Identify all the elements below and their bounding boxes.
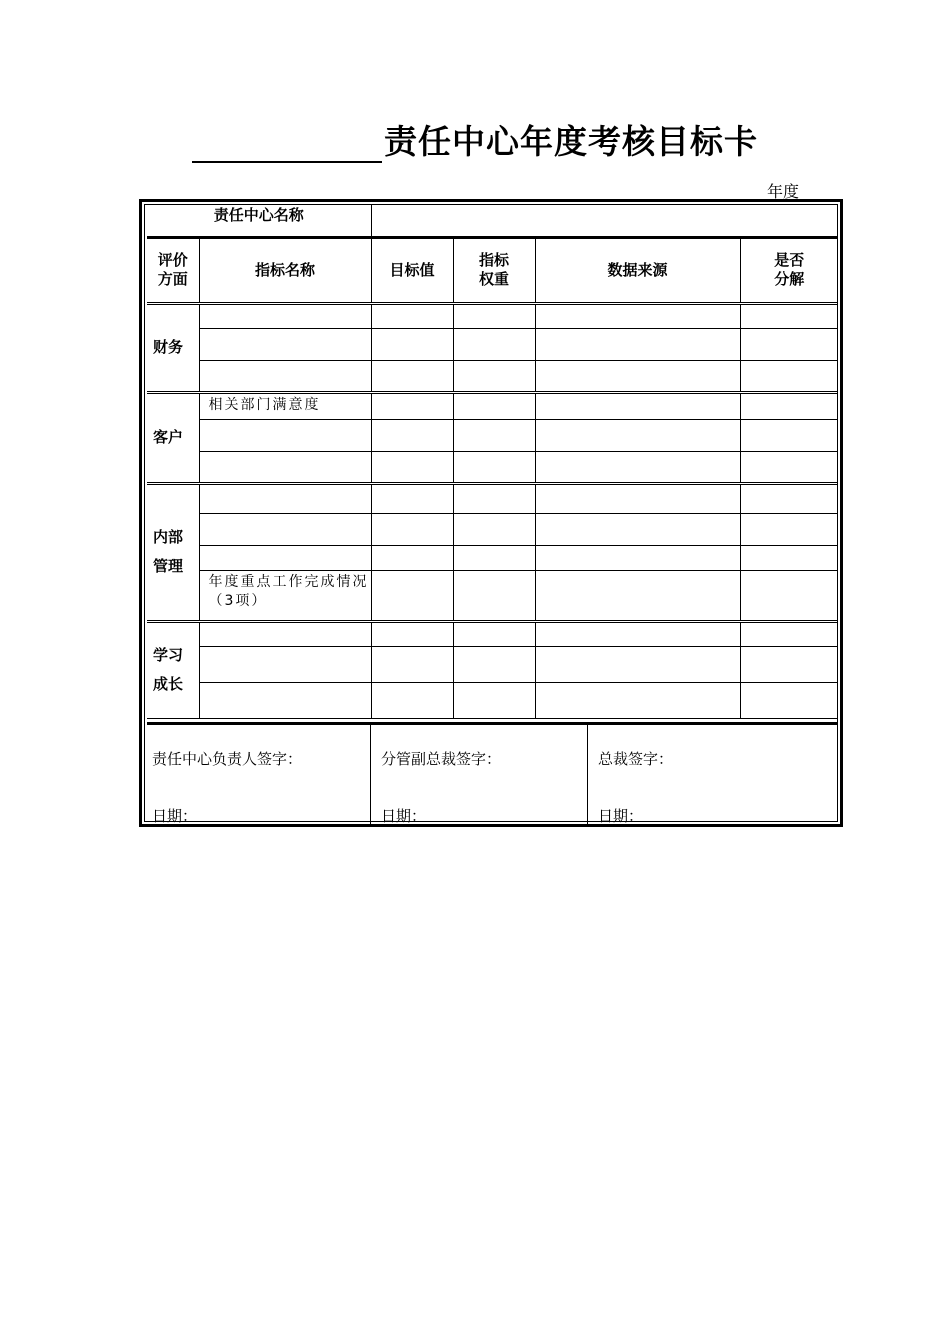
title-blank-line[interactable] xyxy=(192,125,382,163)
source-cell[interactable] xyxy=(535,682,740,718)
vp-sign-label: 分管副总裁签字： xyxy=(381,750,502,768)
source-cell[interactable] xyxy=(535,360,740,392)
weight-cell[interactable] xyxy=(453,451,535,483)
table-row xyxy=(147,483,838,513)
target-cell[interactable] xyxy=(371,419,453,451)
center-head-date-label: 日期： xyxy=(152,807,198,825)
indicator-cell[interactable] xyxy=(199,513,371,545)
decompose-cell[interactable] xyxy=(740,513,838,545)
weight-cell[interactable] xyxy=(453,570,535,621)
weight-cell[interactable] xyxy=(453,303,535,328)
header-row xyxy=(147,237,838,303)
section-label-learning: 学习 成长 xyxy=(147,621,199,718)
col-indicator-header: 指标名称 xyxy=(199,237,371,303)
decompose-cell[interactable] xyxy=(740,328,838,360)
target-cell[interactable] xyxy=(371,328,453,360)
target-cell[interactable] xyxy=(371,303,453,328)
target-cell[interactable] xyxy=(371,483,453,513)
signature-block-vp[interactable] xyxy=(370,724,588,824)
section-label-internal: 内部 管理 xyxy=(147,483,199,621)
table-row xyxy=(147,419,838,451)
indicator-cell[interactable] xyxy=(199,328,371,360)
indicator-cell[interactable] xyxy=(199,419,371,451)
decompose-cell[interactable] xyxy=(740,303,838,328)
target-cell[interactable] xyxy=(371,682,453,718)
decompose-cell[interactable] xyxy=(740,570,838,621)
indicator-cell[interactable] xyxy=(199,682,371,718)
title-text: 责任中心年度考核目标卡 xyxy=(384,122,758,161)
source-cell[interactable] xyxy=(535,513,740,545)
president-date-label: 日期： xyxy=(598,807,644,825)
table-row xyxy=(147,545,838,570)
indicator-cell[interactable]: 相关部门满意度 xyxy=(199,392,371,419)
source-cell[interactable] xyxy=(535,570,740,621)
table-row xyxy=(147,513,838,545)
decompose-cell[interactable] xyxy=(740,646,838,682)
weight-cell[interactable] xyxy=(453,483,535,513)
page-title xyxy=(0,116,950,163)
decompose-cell[interactable] xyxy=(740,682,838,718)
source-cell[interactable] xyxy=(535,451,740,483)
weight-cell[interactable] xyxy=(453,360,535,392)
col-decompose-header: 是否 分解 xyxy=(740,237,838,303)
weight-cell[interactable] xyxy=(453,392,535,419)
weight-cell[interactable] xyxy=(453,513,535,545)
target-cell[interactable] xyxy=(371,646,453,682)
center-head-sign-label: 责任中心负责人签字： xyxy=(152,750,303,768)
col-source-header: 数据来源 xyxy=(535,237,740,303)
center-name-input[interactable] xyxy=(371,204,838,237)
decompose-cell[interactable] xyxy=(740,360,838,392)
weight-cell[interactable] xyxy=(453,646,535,682)
source-cell[interactable] xyxy=(535,621,740,646)
target-cell[interactable] xyxy=(371,621,453,646)
weight-cell[interactable] xyxy=(453,621,535,646)
col-target-header: 目标值 xyxy=(371,237,453,303)
source-cell[interactable] xyxy=(535,545,740,570)
table-row xyxy=(147,392,838,419)
section-label-finance: 财务 xyxy=(147,303,199,392)
weight-cell[interactable] xyxy=(453,419,535,451)
indicator-cell[interactable] xyxy=(199,360,371,392)
table-row xyxy=(147,451,838,483)
indicator-cell[interactable] xyxy=(199,646,371,682)
indicator-cell[interactable] xyxy=(199,303,371,328)
col-weight-header: 指标 权重 xyxy=(453,237,535,303)
source-cell[interactable] xyxy=(535,392,740,419)
table-row xyxy=(147,682,838,718)
decompose-cell[interactable] xyxy=(740,392,838,419)
source-cell[interactable] xyxy=(535,328,740,360)
source-cell[interactable] xyxy=(535,303,740,328)
section-label-customer: 客户 xyxy=(147,392,199,483)
table-row xyxy=(147,328,838,360)
table-row xyxy=(147,646,838,682)
vp-date-label: 日期： xyxy=(381,807,427,825)
year-label: 年度 xyxy=(767,182,800,201)
indicator-cell[interactable] xyxy=(199,545,371,570)
target-cell[interactable] xyxy=(371,513,453,545)
weight-cell[interactable] xyxy=(453,328,535,360)
decompose-cell[interactable] xyxy=(740,451,838,483)
signature-block-president[interactable] xyxy=(587,724,839,824)
signature-block-center-head[interactable] xyxy=(142,724,370,824)
target-cell[interactable] xyxy=(371,545,453,570)
decompose-cell[interactable] xyxy=(740,621,838,646)
target-card-table xyxy=(147,204,838,719)
table-row xyxy=(147,303,838,328)
source-cell[interactable] xyxy=(535,646,740,682)
target-cell[interactable] xyxy=(371,392,453,419)
table-row xyxy=(147,570,838,621)
indicator-cell[interactable] xyxy=(199,621,371,646)
indicator-cell[interactable] xyxy=(199,483,371,513)
target-cell[interactable] xyxy=(371,451,453,483)
center-name-label: 责任中心名称 xyxy=(147,204,371,237)
decompose-cell[interactable] xyxy=(740,545,838,570)
decompose-cell[interactable] xyxy=(740,483,838,513)
table-row xyxy=(147,360,838,392)
target-cell[interactable] xyxy=(371,570,453,621)
president-sign-label: 总裁签字： xyxy=(598,750,674,768)
weight-cell[interactable] xyxy=(453,682,535,718)
target-cell[interactable] xyxy=(371,360,453,392)
weight-cell[interactable] xyxy=(453,545,535,570)
col-dimension-header: 评价 方面 xyxy=(147,237,199,303)
source-cell[interactable] xyxy=(535,419,740,451)
table-row xyxy=(147,621,838,646)
indicator-cell[interactable]: 年度重点工作完成情况（3项） xyxy=(199,570,371,621)
source-cell[interactable] xyxy=(535,483,740,513)
decompose-cell[interactable] xyxy=(740,419,838,451)
indicator-cell[interactable] xyxy=(199,451,371,483)
center-name-row xyxy=(147,204,838,237)
